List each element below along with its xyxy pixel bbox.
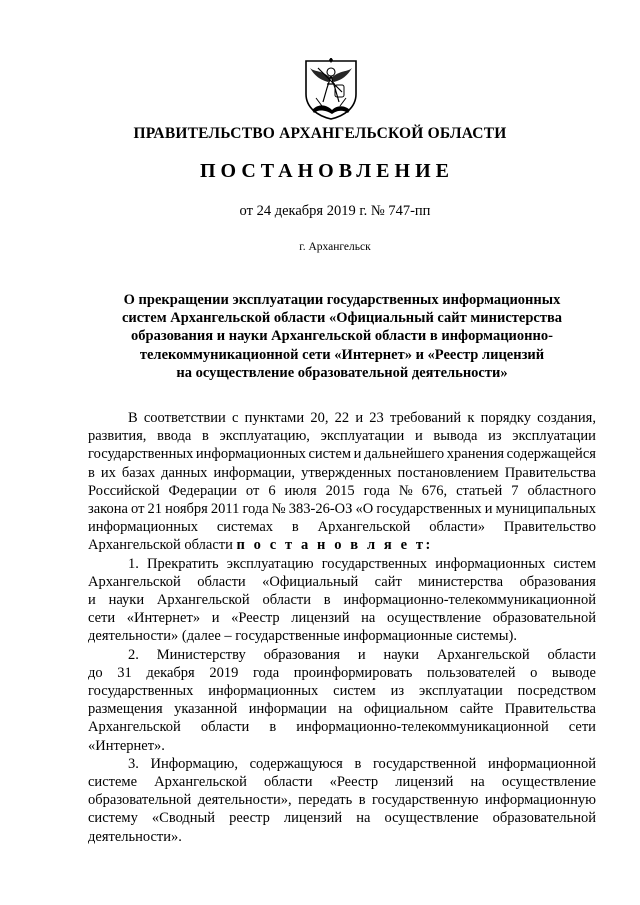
word: области <box>263 774 313 791</box>
word: в <box>88 464 95 481</box>
word: ввода <box>157 428 192 445</box>
body-line <box>88 500 596 518</box>
word: осуществление <box>384 810 479 827</box>
word: образовательной <box>492 610 596 627</box>
body-line <box>88 682 596 700</box>
word: в <box>291 519 299 536</box>
word: их <box>100 464 116 481</box>
body-line <box>88 536 596 554</box>
word: «Официальный <box>262 573 359 590</box>
word: В <box>128 410 138 426</box>
word: в <box>358 792 366 809</box>
word: образовательной <box>492 810 596 827</box>
body-line <box>88 518 596 536</box>
word: на <box>356 810 371 827</box>
word: эксплуатации <box>419 683 503 700</box>
word: на <box>361 610 376 627</box>
word: указанной <box>174 701 238 718</box>
subject-line: на осуществление образовательной деятельности» <box>176 364 508 381</box>
word: эксплуатацию <box>226 555 314 572</box>
word: Архангельской <box>88 719 181 736</box>
word: министерства <box>418 573 504 590</box>
word: и <box>414 428 423 445</box>
word: области» <box>429 519 485 536</box>
word: систему <box>88 810 138 827</box>
word: «О <box>355 501 374 518</box>
word: лицензий <box>283 810 343 827</box>
word: в <box>269 719 277 736</box>
body-line <box>88 573 596 591</box>
word: Архангельской <box>156 592 250 609</box>
word: о <box>530 664 538 681</box>
word: постановлением <box>397 464 499 481</box>
word: базах <box>121 464 156 481</box>
word: пользователей <box>426 664 516 681</box>
word: области <box>200 719 250 736</box>
word: из <box>390 683 405 700</box>
word: образования <box>263 646 341 663</box>
word: государственных <box>88 683 194 700</box>
word: Правительство <box>503 519 596 536</box>
word: Правительства <box>504 464 596 481</box>
word: и <box>484 501 493 518</box>
word: образования <box>519 573 596 590</box>
word: Архангельской <box>317 519 411 536</box>
word: государственных <box>376 501 482 518</box>
word: порядку <box>480 410 531 426</box>
body-line <box>88 737 596 755</box>
document-type: ПОСТАНОВЛЕНИЕ <box>200 160 454 182</box>
word: систем <box>333 683 376 700</box>
word: 2011 <box>210 501 240 518</box>
word: вывода <box>433 428 478 445</box>
word: 23 <box>369 410 384 426</box>
word: в <box>354 755 362 772</box>
word: 7 <box>511 482 519 499</box>
body-line-text: деятельности». <box>88 828 182 845</box>
word: размещения <box>88 701 163 718</box>
word: № <box>398 482 413 499</box>
word: области <box>262 592 311 609</box>
word: информационных <box>195 446 306 463</box>
body-line <box>88 609 596 627</box>
government-name: ПРАВИТЕЛЬСТВО АРХАНГЕЛЬСКОЙ ОБЛАСТИ <box>133 125 507 142</box>
word: хранения <box>446 446 505 463</box>
word: года <box>363 482 390 499</box>
word: осуществление <box>501 774 596 791</box>
body-line <box>88 409 596 427</box>
word: муниципальных <box>495 501 596 518</box>
word: информационных <box>88 519 198 536</box>
word: содержащейся <box>506 446 596 463</box>
word: науки <box>383 646 420 663</box>
word: передать <box>298 792 353 809</box>
word: «Реестр <box>231 610 280 627</box>
word: Информацию, <box>150 755 238 772</box>
word: на <box>338 701 353 718</box>
word: лицензий <box>291 610 350 627</box>
word: систем <box>308 446 352 463</box>
word: сети <box>568 719 596 736</box>
word: государственных <box>321 555 428 572</box>
word: эксплуатации <box>320 428 405 445</box>
word: 2. <box>128 646 139 663</box>
word: требований <box>389 410 462 426</box>
word: 6 <box>268 482 276 499</box>
word: и <box>353 446 362 463</box>
body-line-text: деятельности» (далее – государственные информационные системы). <box>88 628 517 645</box>
word: создания, <box>537 410 596 426</box>
word: «Сводный <box>151 810 216 827</box>
word: информационной <box>487 755 596 772</box>
document-subject <box>92 291 592 382</box>
coat-of-arms-icon <box>302 58 360 120</box>
subject-line: образования и науки Архангельской области в информационно- <box>131 328 553 345</box>
body-line <box>88 646 596 664</box>
word: Архангельской <box>154 774 247 791</box>
word: области <box>547 646 596 663</box>
word: государственных <box>88 446 194 463</box>
body-line <box>88 464 596 482</box>
word: проинформировать <box>293 664 413 681</box>
subject-line: О прекращении эксплуатации государственных информационных <box>123 292 561 308</box>
body-line <box>88 700 596 718</box>
word: эксплуатации <box>512 428 596 445</box>
word: Правительства <box>504 701 596 718</box>
word: декабря <box>146 664 195 681</box>
word: науки <box>108 592 145 609</box>
word: года <box>242 501 269 518</box>
word: реестр <box>229 810 270 827</box>
word: ноября <box>165 501 208 518</box>
body-line <box>88 809 596 827</box>
word: в <box>202 428 209 445</box>
body-line <box>88 791 596 809</box>
body-line <box>88 482 596 500</box>
word: официальном <box>363 701 449 718</box>
word: государственную <box>372 792 479 809</box>
document-body <box>88 409 596 846</box>
body-line <box>88 664 596 682</box>
word: июля <box>284 482 317 499</box>
word: Архангельской <box>436 646 530 663</box>
city: г. Архангельск <box>299 241 371 253</box>
word: статьей <box>456 482 503 499</box>
word: Прекратить <box>147 555 219 572</box>
word: в <box>323 592 331 609</box>
word: информации, <box>213 464 296 481</box>
word: «Интернет» <box>126 610 201 627</box>
word: и <box>357 646 366 663</box>
word: системе <box>88 774 138 791</box>
word: информационных <box>435 555 546 572</box>
body-line <box>88 591 596 609</box>
word: «Реестр <box>329 774 379 791</box>
word: от <box>131 501 145 518</box>
body-line <box>88 755 596 773</box>
word: выводе <box>551 664 596 681</box>
subject-line: систем Архангельской области «Официальный сайт министерства <box>121 310 563 327</box>
word: сайт <box>374 573 402 590</box>
word: образовательной <box>88 792 192 809</box>
date-number: от 24 декабря 2019 г. № 747-пп <box>239 203 431 219</box>
word: утвержденных <box>301 464 392 481</box>
word: от <box>245 482 260 499</box>
word: к <box>467 410 475 426</box>
word: дальнейшего <box>364 446 445 463</box>
body-line <box>88 828 596 846</box>
word: осуществление <box>386 610 482 627</box>
word: № <box>271 501 286 518</box>
word: лицензий <box>395 774 454 791</box>
word: области <box>197 573 246 590</box>
body-line <box>88 627 596 645</box>
word: 676, <box>421 482 448 499</box>
word: 2019 <box>209 664 239 681</box>
word: данных <box>161 464 208 481</box>
word: областного <box>527 482 596 499</box>
word: с <box>231 410 239 426</box>
body-line <box>88 555 596 573</box>
word: 20, <box>310 410 329 426</box>
word: закона <box>88 501 128 518</box>
word: 1. <box>128 555 139 572</box>
body-line <box>88 445 596 463</box>
word: системах <box>216 519 274 536</box>
word: пунктами <box>244 410 305 426</box>
word: 31 <box>117 664 132 681</box>
word: и <box>355 410 364 426</box>
word: года <box>252 664 280 681</box>
resolution-word: п о с т а н о в л я е т: <box>236 537 433 554</box>
word: и <box>88 592 96 609</box>
word: 3. <box>128 755 139 772</box>
body-line <box>88 773 596 791</box>
word: соответствии <box>143 410 226 426</box>
word: 383-26-ОЗ <box>288 501 353 518</box>
word: из <box>488 428 502 445</box>
word: информационных <box>208 683 319 700</box>
word: информационно-телекоммуникационной <box>343 592 596 609</box>
word: информации <box>248 701 327 718</box>
word: Федерации <box>168 482 237 499</box>
word: на <box>470 774 485 791</box>
word: до <box>88 664 103 681</box>
subject-line: телекоммуникационной сети «Интернет» и «Реестр лицензий <box>139 346 545 363</box>
body-line-text: «Интернет». <box>88 737 165 754</box>
word: Архангельской <box>88 573 181 590</box>
word: Министерству <box>156 646 246 663</box>
body-line-text: Архангельской области <box>88 537 233 554</box>
word: 22 <box>334 410 350 426</box>
word: развития, <box>88 428 147 445</box>
body-line <box>88 427 596 445</box>
body-line <box>88 718 596 736</box>
word: государственной <box>372 755 477 772</box>
word: содержащуюся <box>249 755 343 772</box>
word: деятельности», <box>197 792 292 809</box>
word: систем <box>553 555 596 572</box>
word: посредством <box>517 683 596 700</box>
word: информационно-телекоммуникационной <box>296 719 549 736</box>
word: сайте <box>459 701 494 718</box>
word: Российской <box>88 482 160 499</box>
word: сети <box>88 610 116 627</box>
word: эксплуатацию, <box>219 428 310 445</box>
word: информационную <box>484 792 596 809</box>
word: 2015 <box>325 482 355 499</box>
word: 21 <box>147 501 163 518</box>
word: и <box>211 610 220 627</box>
